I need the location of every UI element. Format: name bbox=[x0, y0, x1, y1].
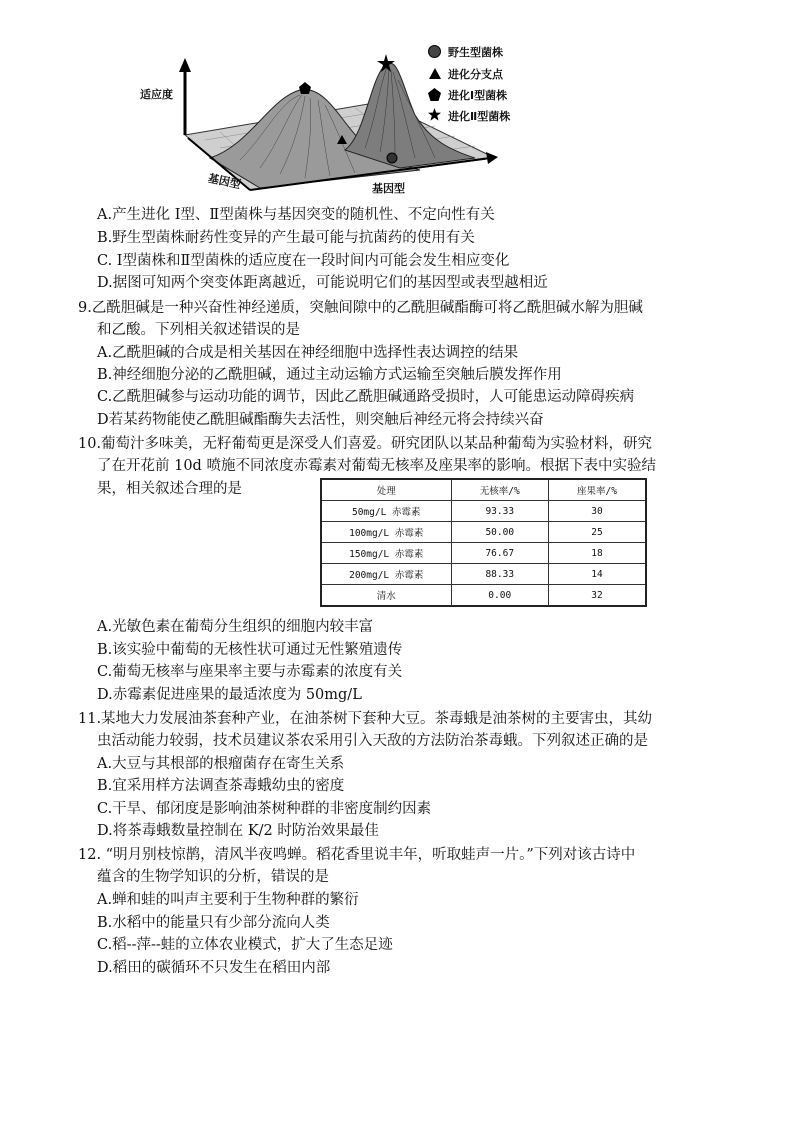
x-axis-label-left: 基因型 bbox=[206, 171, 242, 192]
table-header-row bbox=[321, 479, 646, 501]
legend-label: 进化Ⅰ型菌株 bbox=[448, 89, 508, 102]
table-header: 座果率/% bbox=[549, 479, 647, 501]
table-cell: 0.00 bbox=[451, 585, 549, 607]
q10-option-c: C.葡萄无核率与座果率主要与赤霉素的浓度有关 bbox=[97, 664, 403, 680]
q11-stem-line-2: 虫活动能力较弱，技术员建议茶农采用引入天敌的方法防治茶毒蛾。下列叙述正确的是 bbox=[97, 733, 648, 749]
table-row bbox=[321, 501, 646, 522]
q11-stem-line-1: 11.某地大力发展油茶套种产业，在油茶树下套种大豆。茶毒蛾是油茶树的主要害虫，其幼 bbox=[78, 711, 653, 727]
table-cell: 25 bbox=[549, 522, 647, 543]
table-header: 无核率/% bbox=[451, 479, 549, 501]
q11-option-d: D.将茶毒蛾数量控制在 K/2 时防治效果最佳 bbox=[97, 823, 379, 839]
table-cell: 30 bbox=[549, 501, 647, 522]
table-row bbox=[321, 522, 646, 543]
q10-stem-line-1: 10.葡萄汁多味美，无籽葡萄更是深受人们喜爱。研究团队以某品种葡萄为实验材料，研究 bbox=[78, 436, 653, 452]
table-cell: 18 bbox=[549, 543, 647, 564]
q9-option-b: B.神经细胞分泌的乙酰胆碱，通过主动运输方式运输至突触后膜发挥作用 bbox=[97, 367, 562, 383]
type1-strain-marker bbox=[299, 82, 311, 94]
table-row bbox=[321, 543, 646, 564]
table-cell: 200mg/L 赤霉素 bbox=[321, 564, 451, 585]
q10-option-b: B.该实验中葡萄的无核性状可通过无性繁殖遗传 bbox=[97, 642, 403, 658]
q12-option-c: C.稻--萍--蛙的立体农业模式，扩大了生态足迹 bbox=[97, 937, 393, 953]
q11-option-c: C.干旱、郁闭度是影响油茶树种群的非密度制约因素 bbox=[97, 801, 432, 817]
q10-stem-line-3: 果，相关叙述合理的是 bbox=[97, 481, 242, 497]
q8-option-b: B.野生型菌株耐药性变异的产生最可能与抗菌药的使用有关 bbox=[97, 230, 475, 246]
q10-stem-line-2: 了在开花前 10d 喷施不同浓度赤霉素对葡萄无核率及座果率的影响。根据下表中实验结 bbox=[97, 458, 656, 474]
legend-label: 进化Ⅱ型菌株 bbox=[448, 110, 511, 123]
legend-label: 野生型菌株 bbox=[448, 46, 503, 59]
table-cell: 93.33 bbox=[451, 501, 549, 522]
q9-stem-line-2: 和乙酸。下列相关叙述错误的是 bbox=[97, 322, 300, 338]
table-cell: 88.33 bbox=[451, 564, 549, 585]
y-axis-label: 适应度 bbox=[140, 88, 173, 101]
q10-option-d: D.赤霉素促进座果的最适浓度为 50mg/L bbox=[97, 687, 362, 703]
table-row bbox=[321, 585, 646, 607]
table-cell: 100mg/L 赤霉素 bbox=[321, 522, 451, 543]
q12-option-b: B.水稻中的能量只有少部分流向人类 bbox=[97, 915, 330, 931]
q8-option-d: D.据图可知两个突变体距离越近，可能说明它们的基因型或表型越相近 bbox=[97, 275, 548, 291]
legend-label: 进化分支点 bbox=[448, 68, 503, 81]
q12-option-d: D.稻田的碳循环不只发生在稻田内部 bbox=[97, 960, 331, 976]
q8-option-c: C. Ⅰ型菌株和Ⅱ型菌株的适应度在一段时间内可能会发生相应变化 bbox=[97, 253, 510, 269]
wild-strain-icon bbox=[428, 45, 441, 58]
table-cell: 150mg/L 赤霉素 bbox=[321, 543, 451, 564]
table-cell: 50.00 bbox=[451, 522, 549, 543]
figure-legend bbox=[428, 44, 558, 124]
table-cell: 76.67 bbox=[451, 543, 549, 564]
table-cell: 14 bbox=[549, 564, 647, 585]
q12-option-a: A.蝉和蛙的叫声主要利于生物种群的繁衍 bbox=[97, 892, 359, 908]
q12-stem-line-2: 蕴含的生物学知识的分析，错误的是 bbox=[97, 869, 329, 885]
triangle-icon bbox=[429, 68, 441, 79]
x-axis-label-right: 基因型 bbox=[372, 182, 405, 195]
q8-option-a: A.产生进化 Ⅰ型、Ⅱ型菌株与基因突变的随机性、不定向性有关 bbox=[97, 207, 495, 223]
table-row bbox=[321, 564, 646, 585]
gibberellin-results-table bbox=[320, 478, 647, 607]
q9-option-d: D若某药物能使乙酰胆碱酯酶失去活性，则突触后神经元将会持续兴奋 bbox=[97, 412, 544, 428]
q11-option-b: B.宜采用样方法调查茶毒蛾幼虫的密度 bbox=[97, 778, 345, 794]
table-cell: 50mg/L 赤霉素 bbox=[321, 501, 451, 522]
table-cell: 清水 bbox=[321, 585, 451, 607]
wild-strain-marker bbox=[387, 153, 397, 163]
q9-stem-line-1: 9.乙酰胆碱是一种兴奋性神经递质，突触间隙中的乙酰胆碱酯酶可将乙酰胆碱水解为胆碱 bbox=[78, 300, 643, 316]
q12-stem-line-1: 12. “明月别枝惊鹊，清风半夜鸣蝉。稻花香里说丰年，听取蛙声一片。”下列对该古诗中 bbox=[78, 847, 636, 863]
q9-option-c: C.乙酰胆碱参与运动功能的调节，因此乙酰胆碱通路受损时，人可能患运动障碍疾病 bbox=[97, 389, 635, 405]
table-cell: 32 bbox=[549, 585, 647, 607]
table-header: 处理 bbox=[321, 479, 451, 501]
q11-option-a: A.大豆与其根部的根瘤菌存在寄生关系 bbox=[97, 756, 345, 772]
pentagon-icon bbox=[428, 88, 441, 101]
q10-option-a: A.光敏色素在葡萄分生组织的细胞内较丰富 bbox=[97, 619, 374, 635]
q9-option-a: A.乙酰胆碱的合成是相关基因在神经细胞中选择性表达调控的结果 bbox=[97, 345, 519, 361]
star-icon bbox=[428, 108, 441, 121]
